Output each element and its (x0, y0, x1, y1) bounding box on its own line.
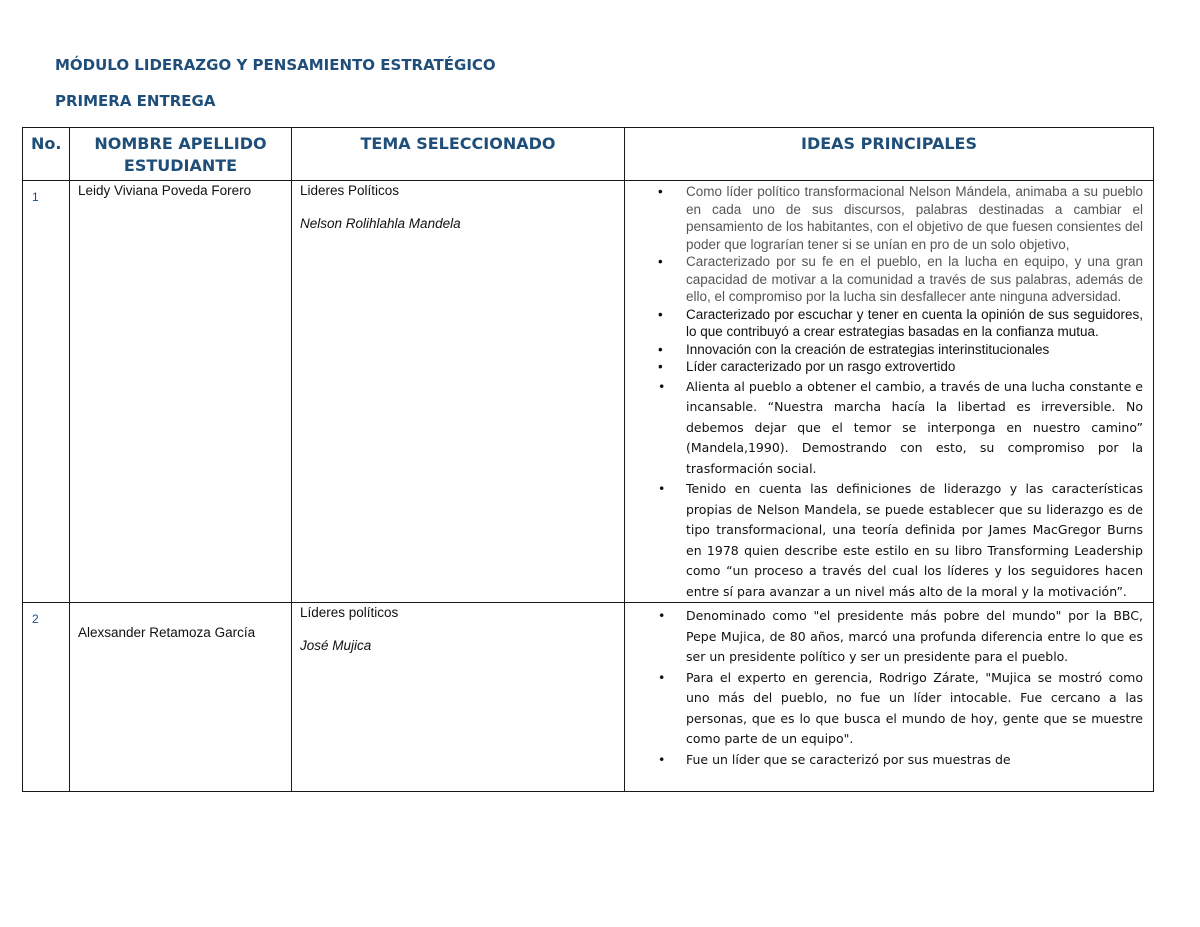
list-item: • Denominado como "el presidente más pobre del mundo" por la BBC, Pepe Mujica, de 80 años, marcó una profunda diferencia entre lo que es ser un presidente político y ser un presidente para el pueblo. (625, 606, 1143, 668)
row-number: 1 (23, 181, 70, 603)
topic-label: Líderes políticos (300, 605, 399, 620)
list-item: • Tenido en cuenta las definiciones de liderazgo y las características propias de Nelson Mandela, se puede establecer que su liderazgo es de tipo transformacional, una teoría definida por James MacGregor Burns en 1978 quien describe este estilo en su libro Transforming Leadership como “un proceso a través del cual los líderes y los seguidores hacen entre sí para avanzar a un nivel más alto de la moral y la motivación”. (625, 479, 1143, 602)
list-item: • Innovación con la creación de estrategias interinstitucionales (625, 341, 1143, 359)
ideas-list (625, 606, 1153, 770)
header-main-ideas: IDEAS PRINCIPALES (625, 128, 1154, 181)
main-ideas (625, 181, 1154, 603)
list-item: • Alienta al pueblo a obtener el cambio, a través de una lucha constante e incansable. “Nuestra marcha hacía la libertad es irreversible. No debemos dejar que el temor se interponga en nuestro camino” (Mandela,1990). Demostrando con esto, su compromiso por la trasformación social. (625, 377, 1143, 480)
row-number: 2 (23, 603, 70, 792)
header-student-name: NOMBRE APELLIDO ESTUDIANTE (70, 128, 292, 181)
list-item: • Caracterizado por su fe en el pueblo, en la lucha en equipo, y una gran capacidad de motivar a la comunidad a través de sus palabras, además de ello, el compromiso por la lucha sin desfallecer ante ninguna adversidad. (625, 253, 1143, 306)
topic-label: Lideres Políticos (300, 183, 400, 198)
table-row (23, 603, 1154, 792)
ideas-clip (625, 606, 1153, 791)
student-name: Leidy Viviana Poveda Forero (70, 181, 292, 603)
list-item: • Caracterizado por escuchar y tener en cuenta la opinión de sus seguidores, lo que contribuyó a crear estrategias basadas en la confianza mutua. (625, 306, 1143, 341)
list-item: • Como líder político transformacional Nelson Mándela, animaba a su pueblo en cada uno de sus discursos, palabras destinadas a cambiar el pensamiento de los habitantes, con el objetivo de que fuesen consientes del poder que lograrían tener si se unían en pro de un solo objetivo, (625, 183, 1143, 253)
document-title: MÓDULO LIDERAZGO Y PENSAMIENTO ESTRATÉGICO (55, 56, 496, 74)
list-item: • Fue un líder que se caracterizó por sus muestras de (625, 750, 1143, 771)
student-name: Alexsander Retamoza García (70, 603, 292, 792)
table-row (23, 181, 1154, 603)
selected-topic (292, 603, 625, 792)
leader-name: José Mujica (300, 638, 372, 653)
header-selected-topic: TEMA SELECCIONADO (292, 128, 625, 181)
leader-name: Nelson Rolihlahla Mandela (300, 216, 461, 231)
table-header-row (23, 128, 1154, 181)
header-no: No. (23, 128, 70, 181)
students-table (22, 127, 1154, 792)
document-subtitle: PRIMERA ENTREGA (55, 92, 216, 110)
ideas-list (625, 183, 1153, 602)
selected-topic (292, 181, 625, 603)
main-ideas (625, 603, 1154, 792)
list-item: • Líder caracterizado por un rasgo extrovertido (625, 358, 1143, 376)
list-item: • Para el experto en gerencia, Rodrigo Zárate, "Mujica se mostró como uno más del pueblo, no fue un líder intocable. Fue cercano a las personas, que es lo que busca el mundo de hoy, gente que se muestre como parte de un equipo". (625, 668, 1143, 750)
